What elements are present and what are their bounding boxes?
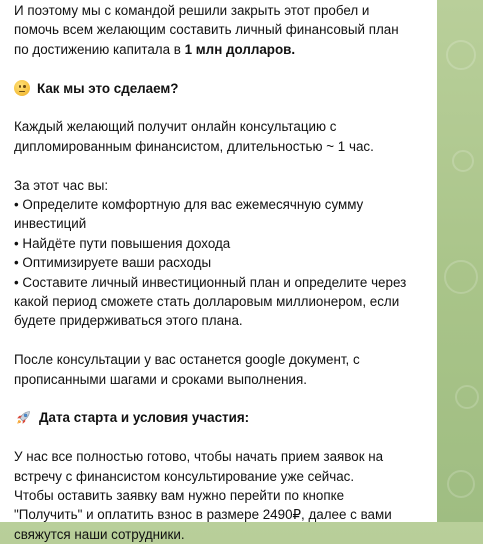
heading-how-label: Как мы это сделаем?	[37, 80, 179, 96]
message-text-line: свяжутся наши сотрудники.	[14, 526, 185, 542]
message-text-line: прописанными шагами и сроками выполнения.	[14, 371, 307, 387]
message-text-line: дипломированным финансистом, длительностью ~ 1 час.	[14, 138, 374, 154]
message-text-line: помочь всем желающим составить личный финансовый план	[14, 22, 399, 38]
heading-start	[14, 408, 425, 427]
message-text-line: И поэтому мы с командой решили закрыть этот пробел и	[14, 3, 370, 18]
bullet-line: • Найдёте пути повышения дохода	[14, 235, 231, 251]
background-doodle	[446, 40, 476, 70]
bullet-line: будете придерживаться этого плана.	[14, 313, 243, 329]
bullet-line: • Определите комфортную для вас ежемесячную сумму	[14, 197, 364, 213]
message-text-line: За этот час вы:	[14, 177, 109, 193]
background-doodle	[444, 260, 478, 294]
message-text-line: У нас все полностью готово, чтобы начать прием заявок на	[14, 449, 384, 465]
bullet-line: какой период сможете стать долларовым миллионером, если	[14, 294, 400, 310]
capital-goal-bold: 1 млн долларов.	[184, 41, 296, 57]
message-text-line: Чтобы оставить заявку вам нужно перейти по кнопке	[14, 488, 345, 504]
bullet-line: • Оптимизируете ваши расходы	[14, 255, 212, 271]
background-doodle	[447, 470, 475, 498]
background-doodle	[452, 150, 474, 172]
spacer	[14, 98, 425, 117]
thinking-face-icon	[14, 80, 30, 96]
message-text-line: "Получить" и оплатить взнос в размере 2490₽, далее с вами	[14, 507, 392, 523]
message-text: по достижению капитала в	[14, 41, 185, 57]
message-text-line	[14, 40, 425, 59]
message-text-line: встречу с финансистом консультирование уже сейчас.	[14, 468, 355, 484]
spacer	[14, 389, 425, 408]
rocket-icon	[14, 409, 32, 427]
spacer	[14, 428, 425, 447]
heading-start-label: Дата старта и условия участия:	[39, 410, 250, 426]
message-text-line: После консультации у вас останется google документ, с	[14, 352, 360, 368]
bullet-line: инвестиций	[14, 216, 87, 232]
spacer	[14, 156, 425, 175]
bullet-line: • Составите личный инвестиционный план и определите через	[14, 274, 407, 290]
message-text-line: Каждый желающий получит онлайн консультацию с	[14, 119, 337, 135]
spacer	[14, 59, 425, 78]
background-doodle	[455, 385, 479, 409]
spacer	[14, 331, 425, 350]
heading-how	[14, 79, 425, 98]
